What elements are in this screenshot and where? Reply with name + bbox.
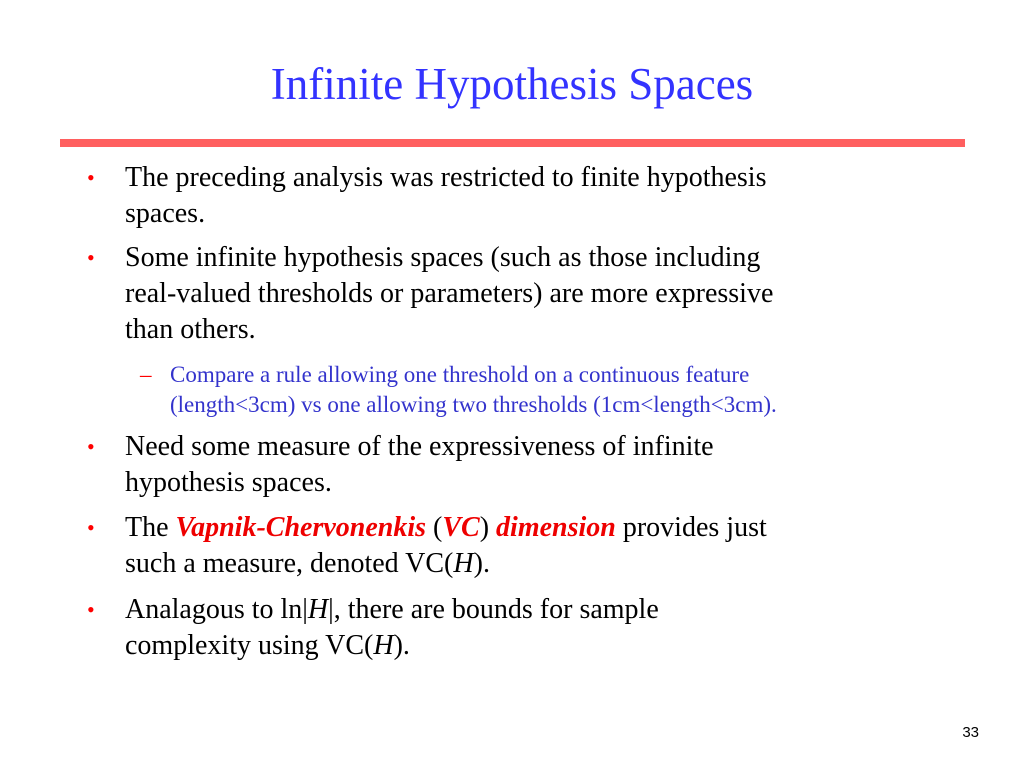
bullet-5-line-2-post: ).: [393, 630, 410, 661]
bullet-1-line-1: The preceding analysis was restricted to finite hypothesis: [125, 162, 767, 193]
dimension-term: dimension: [496, 512, 616, 543]
bullet-4-line-1-rest: provides just: [622, 512, 767, 543]
bullet-2-line-1: Some infinite hypothesis spaces (such as those including: [125, 242, 761, 273]
h-symbol: H: [453, 548, 474, 579]
bullet-4-line-2-post: ).: [473, 548, 490, 579]
open-paren: (: [433, 512, 443, 543]
slide-title: Infinite Hypothesis Spaces: [270, 59, 754, 109]
bullet-3-line-1: Need some measure of the expressiveness of infinite: [125, 431, 714, 462]
vc-abbrev-term: VC: [442, 512, 480, 543]
bullet-5-line-1: [125, 592, 925, 628]
h-symbol: H: [307, 594, 329, 625]
bullet-2-line-3: than others.: [125, 314, 256, 345]
bullet-marker: •: [87, 434, 95, 459]
subbullet-line-1: Compare a rule allowing one threshold on a continuous feature: [170, 362, 750, 387]
bullet-marker: •: [87, 165, 95, 190]
bullet-4-line-2-pre: such a measure, denoted VC(: [125, 548, 454, 579]
bullet-marker: •: [87, 597, 95, 622]
bullet-1-line-2: spaces.: [125, 198, 206, 229]
bullet-3-line-2: hypothesis spaces.: [125, 467, 332, 498]
bullet-item-1: [87, 160, 925, 232]
bullet-item-3: [87, 429, 925, 501]
the-text: The: [125, 512, 169, 543]
subbullet-item-1: [140, 360, 930, 420]
bullet-marker: •: [87, 245, 95, 270]
h-symbol: H: [373, 630, 394, 661]
bullet-item-5: [87, 592, 925, 664]
close-paren: ): [479, 512, 490, 543]
bullet-5-line-1-post: |, there are bounds for sample: [328, 594, 659, 625]
slide-number: 33: [962, 724, 979, 741]
bullet-5-line-2: [125, 628, 925, 664]
dash-marker: –: [140, 362, 152, 387]
vapnik-chervonenkis-term: Vapnik-Chervonenkis: [175, 512, 427, 543]
bullet-4-line-1: [125, 510, 925, 546]
bullet-marker: •: [87, 515, 95, 540]
title-underline-rule: [60, 139, 965, 147]
bullet-2-line-2: real-valued thresholds or parameters) are more expressive: [125, 278, 774, 309]
bullet-item-4: [87, 510, 925, 582]
bullet-5-line-1-pre: Analagous to ln|: [125, 594, 308, 625]
bullet-4-line-2: [125, 546, 925, 582]
subbullet-line-2: (length<3cm) vs one allowing two thresholds (1cm<length<3cm).: [170, 392, 777, 417]
bullet-item-2: [87, 240, 925, 348]
bullet-5-line-2-pre: complexity using VC(: [125, 630, 374, 661]
